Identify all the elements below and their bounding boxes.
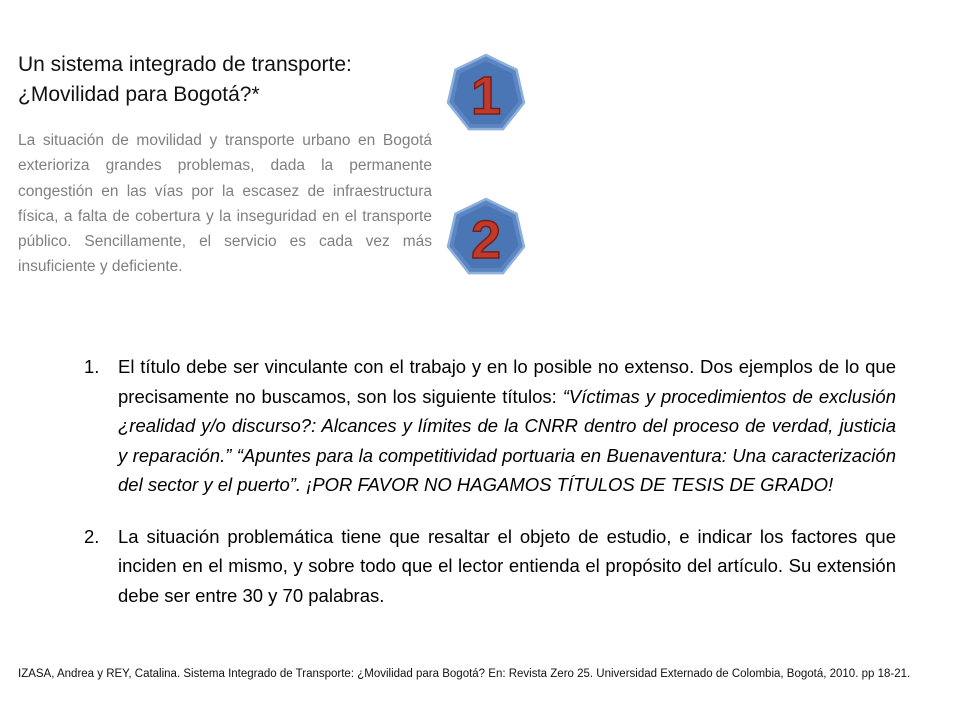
badge-number: 2 — [470, 210, 502, 270]
list-item — [84, 522, 896, 611]
list-number: 2. — [84, 525, 100, 547]
number-badge-2 — [444, 196, 528, 280]
citation-footnote: IZASA, Andrea y REY, Catalina. Sistema Integrado de Transporte: ¿Movilidad para Bogotá? En: Revista Zero 25. Universidad Externado de Colombia, Bogotá, 2010. pp 18-21. — [18, 668, 911, 680]
list-item — [84, 352, 896, 500]
number-badge-1 — [444, 52, 528, 136]
instruction-text: El título debe ser vinculante con el trabajo y en lo posible no extenso. Dos ejemplos de lo que precisamente no buscamos, son los siguiente títulos: — [118, 356, 896, 407]
heptagon-badge-icon — [444, 52, 528, 136]
title-line-1: Un sistema integrado de transporte: — [18, 53, 352, 76]
title-line-2: ¿Movilidad para Bogotá?* — [18, 83, 260, 106]
page-title — [18, 50, 438, 110]
instructions-list — [84, 352, 896, 610]
heptagon-badge-icon — [444, 196, 528, 280]
instruction-examples: “Víctimas y procedimientos de exclusión ¿realidad y/o discurso?: Alcances y límites de la CNRR dentro del proceso de verdad, justicia y reparación.” “Apuntes para la competitividad portuaria en Buenaventura: Una caracterización del sector y el puerto”. ¡POR FAVOR NO HAGAMOS TÍTULOS DE TESIS DE GRADO! — [118, 385, 896, 495]
instruction-text: La situación problemática tiene que resaltar el objeto de estudio, e indicar los factores que inciden en el mismo, y sobre todo que el lector entienda el propósito del artículo. Su extensión debe ser entre 30 y 70 palabras. — [118, 525, 896, 606]
list-number: 1. — [84, 356, 100, 377]
badge-number: 1 — [470, 66, 502, 126]
abstract-paragraph: La situación de movilidad y transporte urbano en Bogotá exterioriza grandes problemas, dada la permanente congestión en las vías por la escasez de infraestructura física, a falta de cobertura y la inseguridad en el transporte público. Sencillamente, el servicio es cada vez más insuficiente y deficiente. — [18, 132, 432, 276]
